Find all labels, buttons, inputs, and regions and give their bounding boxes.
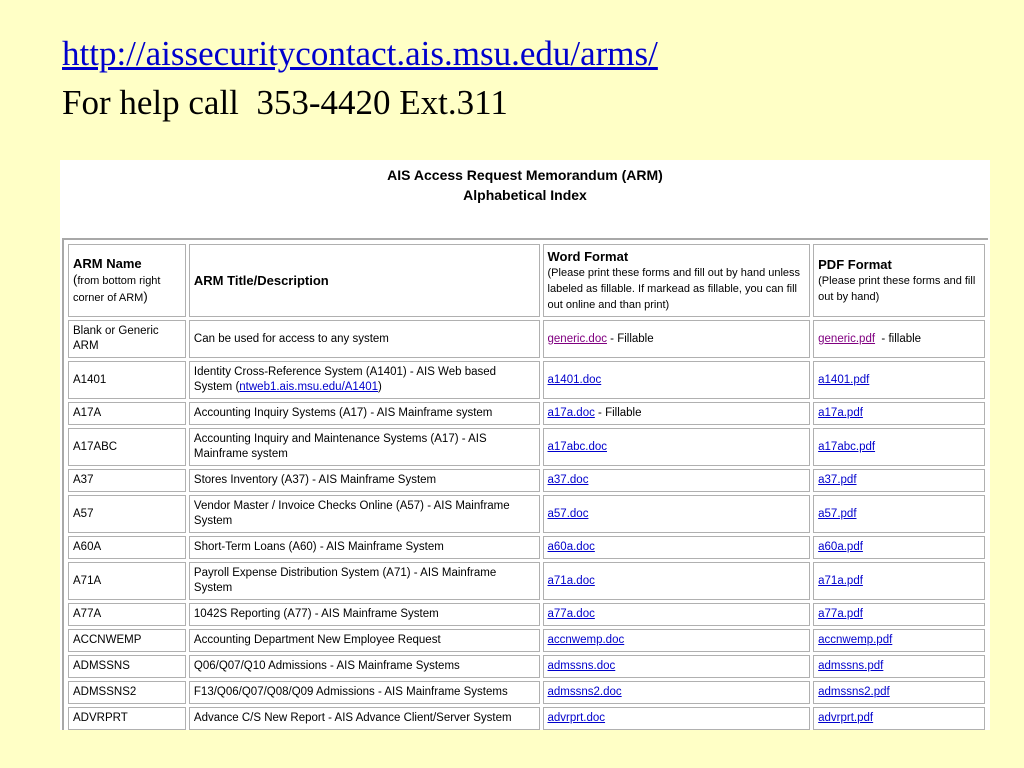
pdf-format-cell	[813, 629, 985, 652]
word-format-cell	[543, 402, 811, 425]
page-title: AIS Access Request Memorandum (ARM)	[387, 167, 663, 183]
arm-title-cell	[189, 603, 540, 626]
pdf-link[interactable]: a17abc.pdf	[818, 440, 876, 453]
arm-name: ADVRPRT	[73, 712, 128, 724]
arm-title-text-end: )	[378, 381, 382, 393]
arm-name-cell	[68, 536, 186, 559]
arm-name: ADMSSNS	[73, 660, 130, 672]
pdf-link[interactable]: advrprt.pdf	[818, 712, 874, 724]
table-row	[68, 536, 985, 559]
header-arm-title-label: ARM Title/Description	[193, 273, 329, 288]
word-format-cell	[543, 707, 811, 730]
arm-name-cell	[68, 402, 186, 425]
header-pdf-format-note: (Please print these forms and fill out by hand)	[818, 275, 976, 303]
word-format-cell	[543, 495, 811, 533]
table-row	[68, 320, 985, 358]
table-row	[68, 655, 985, 678]
word-format-cell	[543, 320, 811, 358]
arm-title-cell	[189, 707, 540, 730]
pdf-link[interactable]: a71a.pdf	[818, 574, 863, 587]
pdf-format-cell	[813, 469, 985, 492]
pdf-format-cell	[813, 495, 985, 533]
header-word-format	[543, 244, 811, 317]
arm-name-cell	[68, 495, 186, 533]
word-format-cell	[543, 536, 811, 559]
arm-title-text: 1042S Reporting (A77) - AIS Mainframe System	[193, 608, 439, 620]
arm-name-cell	[68, 629, 186, 652]
arm-name-cell	[68, 603, 186, 626]
arm-title-text: Q06/Q07/Q10 Admissions - AIS Mainframe Systems	[193, 660, 460, 672]
header-arm-name-close-paren: )	[143, 289, 148, 304]
arm-title-text: Payroll Expense Distribution System (A71) - AIS Mainframe System	[193, 567, 497, 594]
word-format-cell	[543, 562, 811, 600]
arm-title-cell	[189, 402, 540, 425]
arm-name-cell	[68, 655, 186, 678]
arm-title-cell	[189, 428, 540, 466]
arm-name: A77A	[73, 608, 102, 620]
arm-title-text: Stores Inventory (A37) - AIS Mainframe System	[193, 474, 437, 486]
word-doc-link[interactable]: a60a.doc	[547, 541, 595, 553]
arm-title-text: Vendor Master / Invoice Checks Online (A57) - AIS Mainframe System	[193, 500, 510, 527]
header-arm-name-open-paren: (	[73, 272, 78, 287]
pdf-link[interactable]: admssns.pdf	[818, 660, 884, 672]
word-doc-link[interactable]: advrprt.doc	[547, 712, 606, 724]
word-format-cell	[543, 681, 811, 704]
arm-title-cell	[189, 469, 540, 492]
arm-title-web-link[interactable]: ntweb1.ais.msu.edu/A1401	[239, 381, 379, 393]
pdf-format-cell	[813, 655, 985, 678]
arm-title-cell	[189, 629, 540, 652]
pdf-link[interactable]: admssns2.pdf	[818, 686, 890, 698]
arm-name-cell	[68, 428, 186, 466]
header-pdf-format-label: PDF Format	[818, 257, 892, 272]
arm-name: A57	[73, 507, 94, 520]
header-arm-name-note-text: from bottom right corner of ARM	[73, 275, 161, 304]
pdf-link[interactable]: a60a.pdf	[818, 541, 863, 553]
arm-name-cell	[68, 707, 186, 730]
arm-table-frame	[62, 238, 988, 730]
pdf-link[interactable]: a37.pdf	[818, 474, 857, 486]
page-subtitle: Alphabetical Index	[463, 187, 587, 203]
arm-name-cell	[68, 562, 186, 600]
pdf-format-cell	[813, 320, 985, 358]
pdf-link[interactable]: generic.pdf	[818, 332, 876, 345]
help-phone-text: For help call 353-4420 Ext.311	[62, 83, 508, 122]
arm-title-text: Short-Term Loans (A60) - AIS Mainframe System	[193, 541, 444, 553]
arm-title-text: Identity Cross-Reference System (A1401) - AIS Web based System (	[193, 366, 497, 393]
fillable-note: - Fillable	[594, 407, 642, 419]
arm-name-cell	[68, 681, 186, 704]
pdf-link[interactable]: a57.pdf	[818, 507, 857, 520]
word-format-cell	[543, 603, 811, 626]
word-doc-link[interactable]: admssns2.doc	[547, 686, 622, 698]
table-row	[68, 562, 985, 600]
word-format-cell	[543, 629, 811, 652]
table-row	[68, 707, 985, 730]
arm-name: ACCNWEMP	[73, 634, 142, 646]
table-row	[68, 495, 985, 533]
table-header-row	[68, 244, 985, 317]
arm-name-cell	[68, 469, 186, 492]
arm-name-cell	[68, 361, 186, 399]
arm-title-cell	[189, 361, 540, 399]
word-format-cell	[543, 428, 811, 466]
header-arm-name	[68, 244, 186, 317]
pdf-format-cell	[813, 603, 985, 626]
table-row	[68, 402, 985, 425]
pdf-format-cell	[813, 361, 985, 399]
pdf-format-cell	[813, 428, 985, 466]
word-format-cell	[543, 655, 811, 678]
word-doc-link[interactable]: a1401.doc	[547, 373, 602, 386]
pdf-format-cell	[813, 402, 985, 425]
pdf-format-cell	[813, 562, 985, 600]
arm-title-text: Accounting Inquiry and Maintenance Systems (A17) - AIS Mainframe system	[193, 433, 487, 460]
arm-title-text: F13/Q06/Q07/Q08/Q09 Admissions - AIS Mainframe Systems	[193, 686, 508, 698]
word-doc-link[interactable]: generic.doc	[547, 332, 607, 345]
header-arm-name-label: ARM Name	[73, 256, 142, 271]
pdf-format-cell	[813, 681, 985, 704]
arm-title-cell	[189, 536, 540, 559]
word-doc-link[interactable]: a17abc.doc	[547, 440, 607, 453]
arm-name: ADMSSNS2	[73, 686, 137, 698]
word-format-cell	[543, 469, 811, 492]
table-row	[68, 603, 985, 626]
word-doc-link[interactable]: a77a.doc	[547, 608, 595, 620]
header-word-format-label: Word Format	[547, 249, 629, 264]
pdf-link[interactable]: a1401.pdf	[818, 373, 870, 386]
pdf-link[interactable]: a17a.pdf	[818, 407, 863, 419]
fillable-note: - fillable	[875, 332, 922, 345]
arm-name: A37	[73, 474, 94, 486]
arm-title-cell	[189, 655, 540, 678]
table-row	[68, 681, 985, 704]
arm-name: A71A	[73, 574, 102, 587]
arms-url-link[interactable]: http://aissecuritycontact.ais.msu.edu/arms/	[62, 34, 658, 73]
pdf-format-cell	[813, 536, 985, 559]
pdf-format-cell	[813, 707, 985, 730]
header-pdf-format	[813, 244, 985, 317]
table-row	[68, 428, 985, 466]
word-doc-link[interactable]: a37.doc	[547, 474, 589, 486]
pdf-link[interactable]: accnwemp.pdf	[818, 634, 893, 646]
page-header	[60, 160, 990, 238]
arm-name: A60A	[73, 541, 102, 553]
arm-title-text: Accounting Inquiry Systems (A17) - AIS Mainframe system	[193, 407, 493, 419]
arm-name: A1401	[73, 373, 107, 386]
arm-title-text: Advance C/S New Report - AIS Advance Client/Server System	[193, 712, 512, 724]
arm-name: A17ABC	[73, 440, 118, 453]
arm-title-cell	[189, 562, 540, 600]
arm-name: A17A	[73, 407, 102, 419]
table-row	[68, 469, 985, 492]
arm-name-cell	[68, 320, 186, 358]
header-arm-name-note	[73, 272, 181, 306]
table-row	[68, 629, 985, 652]
arm-index-page	[60, 160, 990, 730]
fillable-note: - Fillable	[606, 332, 654, 345]
word-format-cell	[543, 361, 811, 399]
arm-title-text: Can be used for access to any system	[193, 332, 389, 345]
arm-title-text: Accounting Department New Employee Request	[193, 634, 441, 646]
header-arm-title	[189, 244, 540, 317]
word-doc-link[interactable]: accnwemp.doc	[547, 634, 625, 646]
arm-title-cell	[189, 320, 540, 358]
arm-table	[65, 241, 988, 730]
word-doc-link[interactable]: a57.doc	[547, 507, 589, 520]
word-doc-link[interactable]: a71a.doc	[547, 574, 595, 587]
arm-name: Blank or Generic ARM	[73, 325, 159, 352]
pdf-link[interactable]: a77a.pdf	[818, 608, 863, 620]
word-doc-link[interactable]: admssns.doc	[547, 660, 616, 672]
arm-title-cell	[189, 681, 540, 704]
arm-title-cell	[189, 495, 540, 533]
word-doc-link[interactable]: a17a.doc	[547, 407, 595, 419]
header-word-format-note: (Please print these forms and fill out by hand unless labeled as fillable. If markead as fillable, you can fill out online and than print)	[547, 267, 801, 311]
table-row	[68, 361, 985, 399]
